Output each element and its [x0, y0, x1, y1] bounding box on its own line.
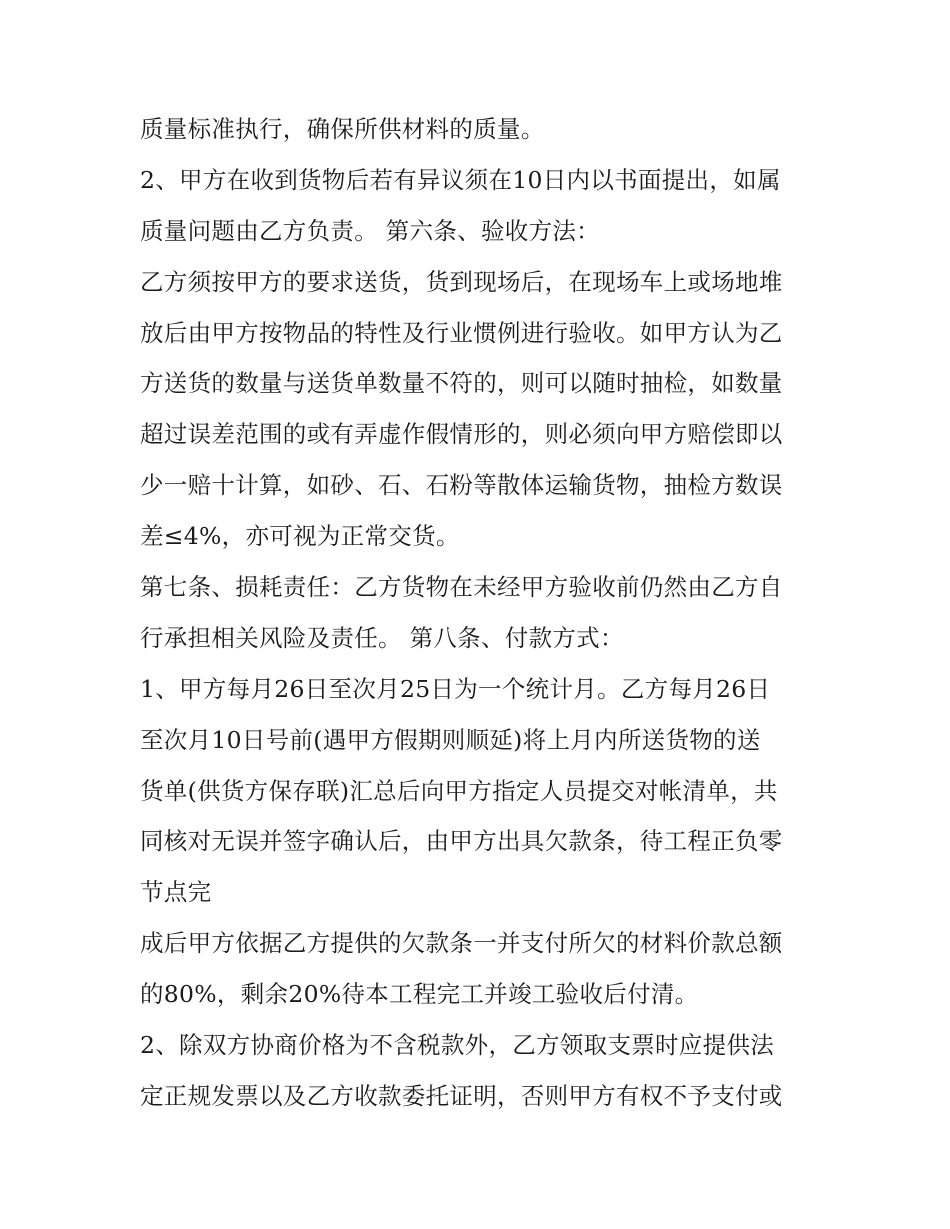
text-line: 方送货的数量与送货单数量不符的，则可以随时抽检，如数量	[140, 369, 783, 398]
text-line: 质量标准执行，确保所供材料的质量。	[140, 115, 545, 143]
text-line: 行承担相关风险及责任。 第八条、付款方式：	[140, 623, 624, 652]
text-line: 放后由甲方按物品的特性及行业惯例进行验收。如甲方认为乙	[140, 318, 783, 347]
text-line: 2、甲方在收到货物后若有异议须在10日内以书面提出，如属	[140, 165, 781, 194]
text-line: 同核对无误并签字确认后，由甲方出具欠款条，待工程正负零	[140, 827, 783, 856]
text-line: 1、甲方每月26日至次月25日为一个统计月。乙方每月26日	[140, 674, 771, 703]
text-line: 货单(供货方保存联)汇总后向甲方指定人员提交对帐清单，共	[140, 776, 778, 805]
text-line: 超过误差范围的或有弄虚作假情形的，则必须向甲方赔偿即以	[140, 420, 783, 449]
text-line: 少一赔十计算，如砂、石、石粉等散体运输货物，抽检方数误	[140, 471, 783, 500]
text-line: 乙方须按甲方的要求送货，货到现场后，在现场车上或场地堆	[140, 267, 783, 296]
text-line: 差≤4%，亦可视为正常交货。	[140, 522, 460, 551]
text-line: 至次月10日号前(遇甲方假期则顺延)将上月内所送货物的送	[140, 725, 761, 754]
text-line: 定正规发票以及乙方收款委托证明，否则甲方有权不予支付或	[140, 1081, 783, 1110]
text-line: 的80%，剩余20%待本工程完工并竣工验收后付清。	[140, 980, 699, 1009]
document-body	[140, 104, 820, 1122]
text-line: 节点完	[140, 878, 212, 907]
text-line: 成后甲方依据乙方提供的欠款条一并支付所欠的材料价款总额	[140, 929, 783, 958]
text-line: 第七条、损耗责任：乙方货物在未经甲方验收前仍然由乙方自	[140, 573, 783, 602]
text-line: 质量问题由乙方负责。 第六条、验收方法：	[140, 216, 600, 245]
text-line: 2、除双方协商价格为不含税款外，乙方领取支票时应提供法	[140, 1031, 775, 1060]
